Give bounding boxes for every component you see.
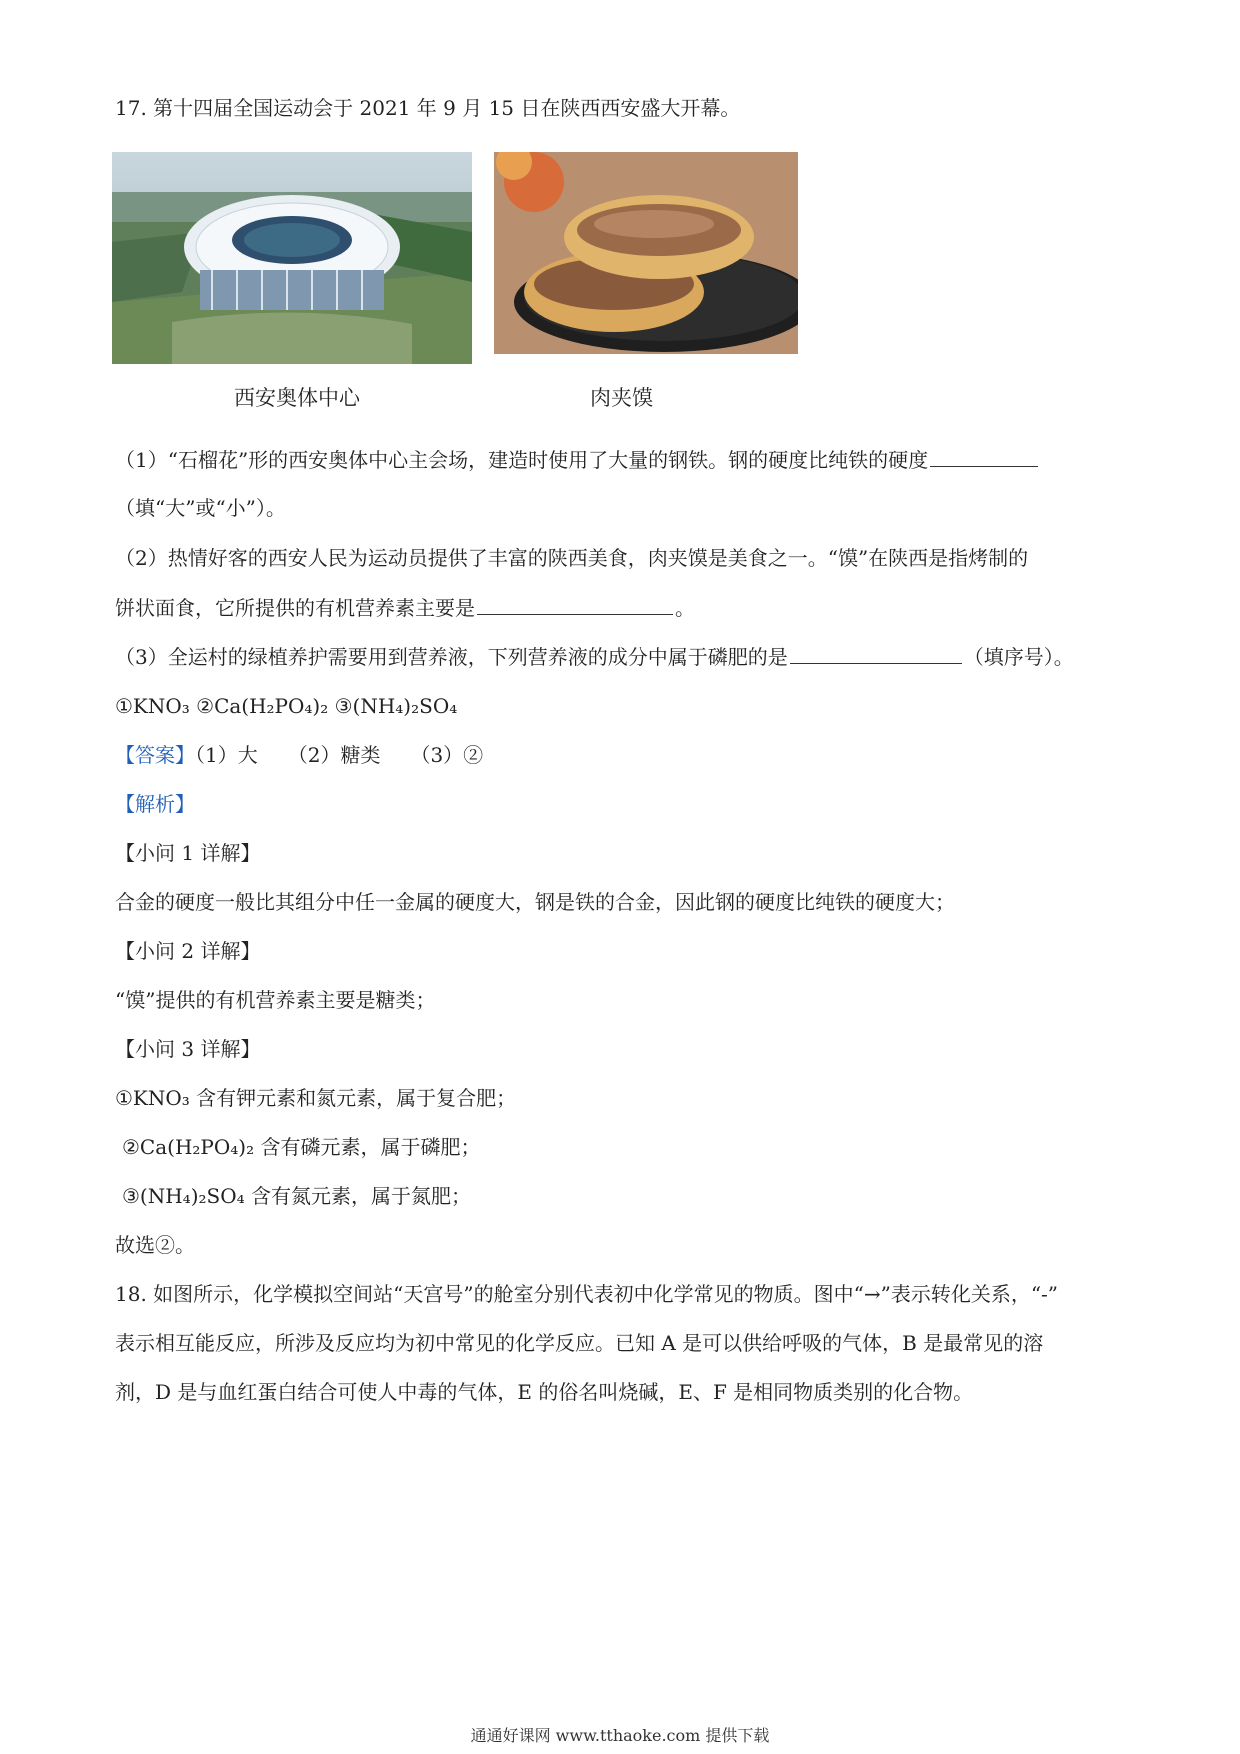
sub-question-3-heading: 【小问 3 详解】 (115, 1037, 261, 1061)
part-2-line-a: （2）热情好客的西安人民为运动员提供了丰富的陕西美食，肉夹馍是美食之一。“馍”在陕西是指烤制的 (115, 546, 1029, 570)
answer-line: 【答案】（1）大 （2）糖类 （3）② (115, 743, 484, 767)
sub-question-3-line-3: ③(NH₄)₂SO₄ 含有氮元素，属于氮肥； (122, 1184, 471, 1208)
roujiamo-caption: 肉夹馍 (590, 386, 653, 410)
sub-question-1-heading: 【小问 1 详解】 (115, 841, 261, 865)
analysis-label: 【解析】 (115, 792, 195, 816)
question-18-line-1: 18. 如图所示，化学模拟空间站“天宫号”的舱室分别代表初中化学常见的物质。图中“→”表示转化关系，“-” (115, 1282, 1059, 1306)
sub-question-3-line-2: ②Ca(H₂PO₄)₂ 含有磷元素，属于磷肥； (122, 1135, 481, 1159)
part-2-line-b: 饼状面食，它所提供的有机营养素主要是 。 (115, 596, 695, 620)
answer-label: 【答案】 (115, 743, 195, 767)
page-footer: 通通好课网 www.tthaoke.com 提供下载 (470, 1726, 770, 1745)
sub-question-2-heading: 【小问 2 详解】 (115, 939, 261, 963)
stadium-caption: 西安奥体中心 (234, 386, 360, 410)
sub-question-1-text: 合金的硬度一般比其组分中任一金属的硬度大，钢是铁的合金，因此钢的硬度比纯铁的硬度大； (115, 890, 955, 914)
sub-question-2-text: “馍”提供的有机营养素主要是糖类； (115, 988, 436, 1012)
question-18-line-2: 表示相互能反应，所涉及反应均为初中常见的化学反应。已知 A 是可以供给呼吸的气体，B 是最常见的溶 (115, 1331, 1044, 1355)
answer-blank-3[interactable] (790, 643, 962, 664)
stadium-image (112, 152, 472, 364)
answer-blank-2[interactable] (477, 594, 673, 615)
options-line: ①KNO₃ ②Ca(H₂PO₄)₂ ③(NH₄)₂SO₄ (115, 694, 458, 718)
sub-question-3-line-1: ①KNO₃ 含有钾元素和氮元素，属于复合肥； (115, 1086, 517, 1110)
part-3-line: （3）全运村的绿植养护需要用到营养液，下列营养液的成分中属于磷肥的是 （填序号）。 (115, 645, 1074, 669)
question-17-title: 17. 第十四届全国运动会于 2021 年 9 月 15 日在陕西西安盛大开幕。 (115, 96, 741, 120)
conclusion-line: 故选②。 (115, 1233, 195, 1257)
part-1-line-b: （填“大”或“小”）。 (115, 496, 286, 520)
question-18-line-3: 剂，D 是与血红蛋白结合可使人中毒的气体，E 的俗名叫烧碱，E、F 是相同物质类别的化合物。 (115, 1380, 974, 1404)
roujiamo-image (494, 152, 798, 354)
part-1-line-a: （1）“石榴花”形的西安奥体中心主会场，建造时使用了大量的钢铁。钢的硬度比纯铁的硬度 (115, 446, 1040, 474)
answer-blank-1[interactable] (930, 446, 1038, 467)
